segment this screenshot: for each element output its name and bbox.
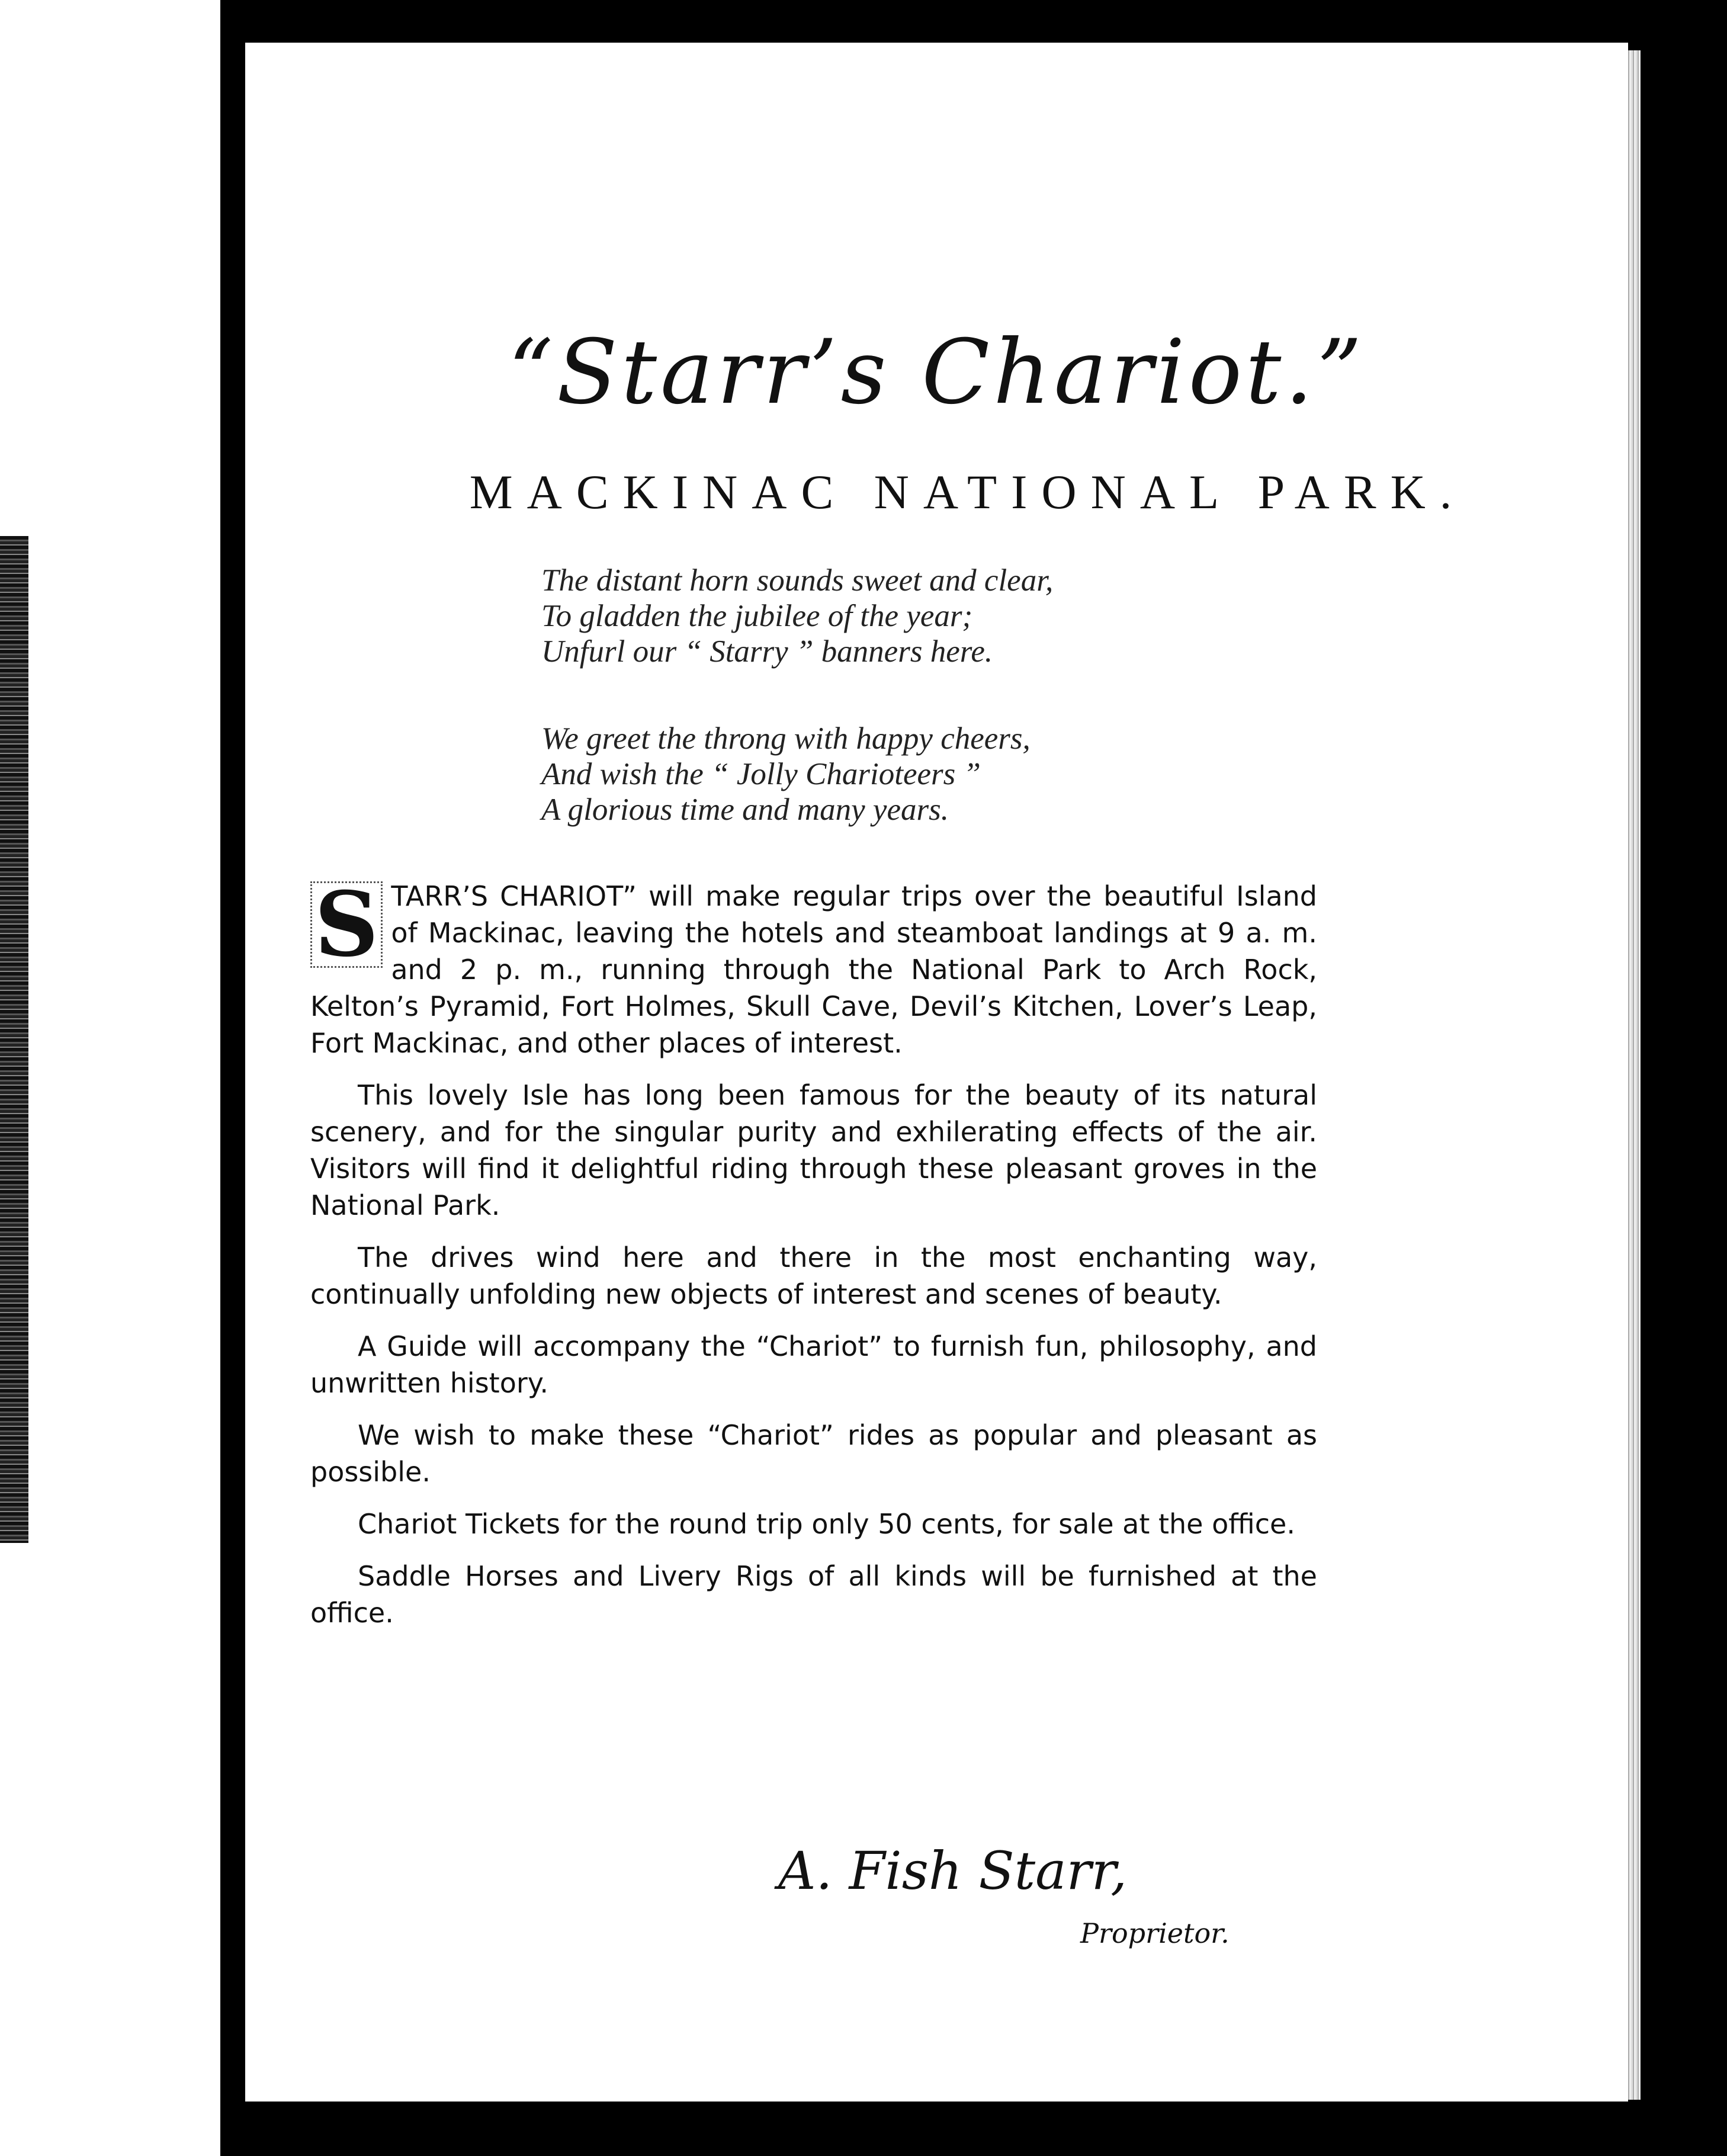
poem-line: And wish the “ Jolly Charioteers ” [541, 757, 981, 791]
poem-line: We greet the throng with happy cheers, [541, 721, 1031, 756]
poem-line: To gladden the jubilee of the year; [541, 599, 973, 633]
book-gutter [220, 0, 245, 2156]
paragraph-popular: We wish to make these “Chariot” rides as popular and pleasant as possible. [310, 1419, 1317, 1488]
poem-line: A glorious time and many years. [541, 793, 949, 827]
document-page [245, 43, 1628, 2102]
paragraph-tickets: Chariot Tickets for the round trip only 50 cents, for sale at the office. [358, 1508, 1295, 1540]
poem-line: The distant horn sounds sweet and clear, [541, 563, 1054, 598]
dropcap: S [310, 881, 383, 968]
page-subtitle: MACKINAC NATIONAL PARK. [469, 465, 1466, 519]
paragraph-scenery: This lovely Isle has long been famous for the beauty of its natural scenery, and for the singular purity and exhilerating effects of the air. Visitors will find it delightful riding through these pleasant groves in the National Park. [310, 1079, 1317, 1221]
paragraph-drives: The drives wind here and there in the most enchanting way, continually unfolding new objects of interest and scenes of beauty. [310, 1241, 1317, 1310]
poem-line: Unfurl our “ Starry ” banners here. [541, 634, 993, 669]
paragraph-guide: A Guide will accompany the “Chariot” to furnish fun, philosophy, and unwritten history. [310, 1330, 1317, 1399]
facing-page [0, 0, 228, 2156]
facing-page-illustration-edge [0, 536, 28, 1543]
signature: A. Fish Starr, [778, 1840, 1128, 1901]
paragraph-horses: Saddle Horses and Livery Rigs of all kinds will be furnished at the office. [310, 1560, 1317, 1629]
page-title: “Starr’s Chariot.” [508, 321, 1366, 424]
paragraph-intro [310, 872, 1317, 1061]
paragraph-text: TARR’S CHARIOT” will make regular trips over the beautiful Island of Mackinac, leaving the hotels and steamboat landings at 9 a. m. and 2 p. m., running through the National Park to Arch Rock, Kelton’s Pyramid, Fort Holmes, Skull Cave, Devil’s Kitchen, Lover’s Leap, Fort Mackinac, and other places of interest. [310, 880, 1317, 1059]
proprietor-label: Proprietor. [1080, 1917, 1230, 1949]
body-text [310, 872, 1317, 1647]
poem-stanza-2 [541, 721, 1489, 827]
poem-stanza-1 [541, 563, 1489, 669]
